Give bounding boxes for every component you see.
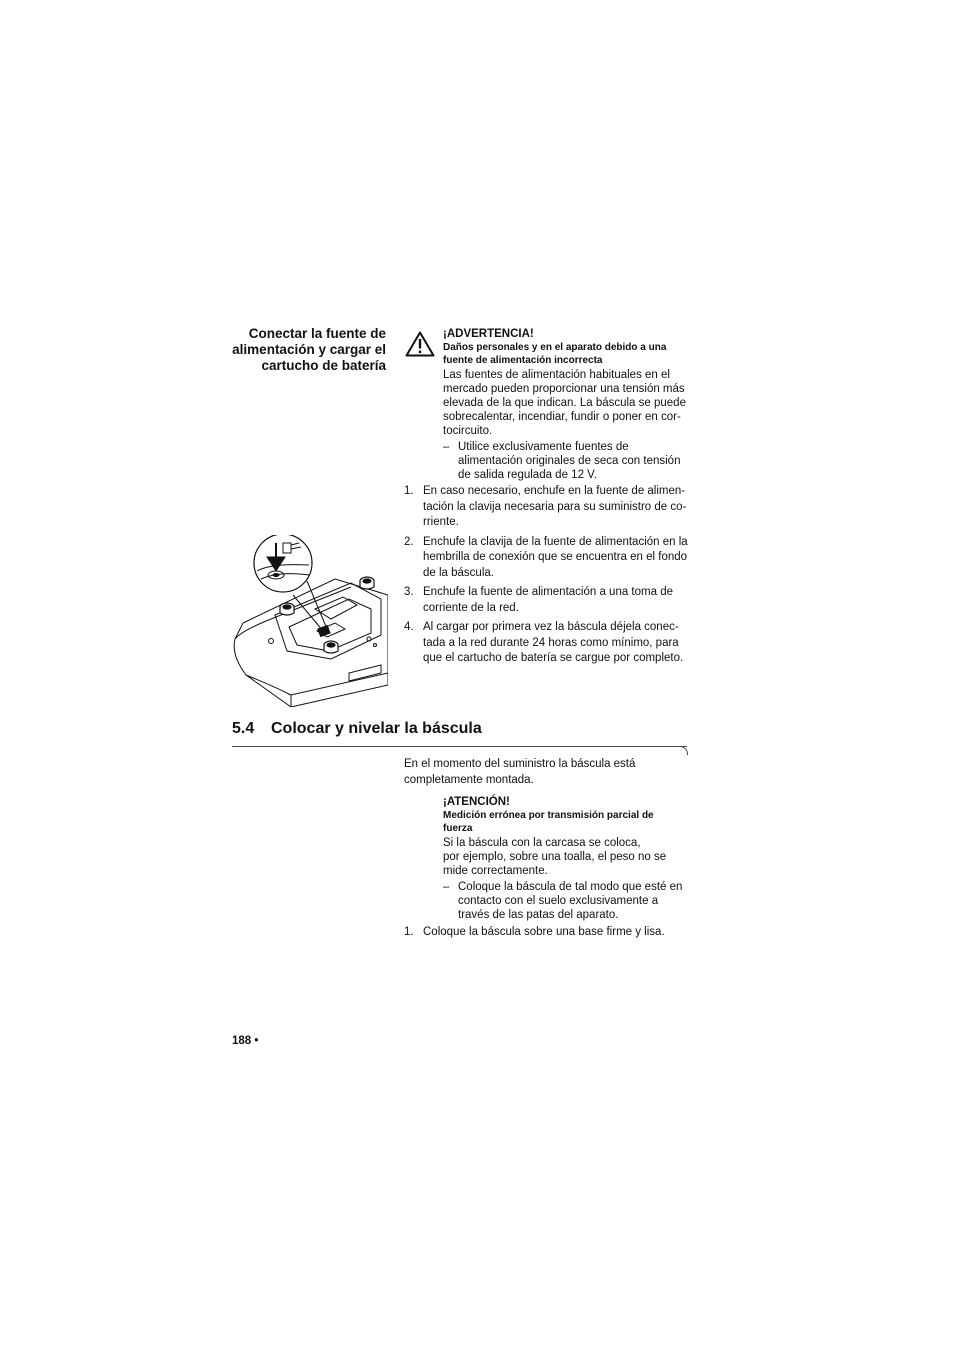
measure-line: Coloque la báscula de tal modo que esté en bbox=[458, 881, 683, 893]
step-number: 4. bbox=[404, 621, 414, 633]
list-item bbox=[404, 535, 694, 582]
body-line: Si la báscula con la carcasa se coloca, bbox=[443, 837, 641, 849]
foot bbox=[280, 603, 294, 615]
section-title: Colocar y nivelar la báscula bbox=[271, 720, 482, 737]
caution-hazard bbox=[443, 810, 695, 835]
step-line: tada a la red durante 24 horas como mínimo, para bbox=[423, 636, 679, 649]
step-line: Enchufe la clavija de la fuente de alimentación en la bbox=[423, 535, 688, 548]
step-line: rriente. bbox=[423, 516, 459, 528]
measure-line: Utilice exclusivamente fuentes de bbox=[458, 441, 629, 453]
steps-list-a bbox=[404, 484, 694, 671]
body-line: tocircuito. bbox=[443, 425, 493, 437]
side-heading bbox=[200, 326, 386, 374]
list-item bbox=[404, 585, 694, 616]
step-line: Al cargar por primera vez la báscula déjela conec- bbox=[423, 621, 679, 633]
warning-block bbox=[443, 327, 695, 482]
caution-block bbox=[443, 795, 695, 922]
page-number: 188 • bbox=[232, 1035, 259, 1047]
intro-line: completamente montada. bbox=[404, 773, 534, 786]
list-item bbox=[404, 925, 694, 941]
dash-marker: – bbox=[443, 441, 450, 453]
hazard-line: Daños personales y en el aparato debido a una bbox=[443, 342, 667, 353]
step-line: En caso necesario, enchufe en la fuente de alimen- bbox=[423, 485, 686, 497]
intro-line: En el momento del suministro la báscula está bbox=[404, 758, 636, 770]
body-line: elevada de la que indican. La báscula se puede bbox=[443, 397, 686, 409]
hazard-line: fuente de alimentación incorrecta bbox=[443, 354, 603, 366]
measure-line: contacto con el suelo exclusivamente a bbox=[458, 895, 659, 907]
list-item bbox=[404, 620, 694, 667]
list-item bbox=[404, 484, 694, 531]
step-line: de la báscula. bbox=[423, 566, 494, 579]
side-heading-line: cartucho de batería bbox=[261, 358, 386, 373]
step-number: 3. bbox=[404, 586, 414, 598]
hazard-line: Medición errónea por transmisión parcial de bbox=[443, 810, 654, 821]
warning-signal-word: ¡ADVERTENCIA! bbox=[443, 328, 534, 340]
step-line: Enchufe la fuente de alimentación a una toma de bbox=[423, 586, 673, 598]
scale-underside-illustration bbox=[231, 535, 388, 707]
step-line: corriente de la red. bbox=[423, 601, 519, 614]
step-line: tación la clavija necesaria para su suministro de co- bbox=[423, 500, 687, 513]
heading-rule-tip bbox=[678, 746, 688, 755]
step-line: hembrilla de conexión que se encuentra en el fondo bbox=[423, 551, 688, 563]
heading-rule bbox=[232, 746, 687, 747]
body-line: mide correctamente. bbox=[443, 865, 548, 877]
body-line: por ejemplo, sobre una toalla, el peso no se bbox=[443, 851, 667, 863]
section-number: 5.4 bbox=[232, 720, 255, 737]
hazard-line: fuerza bbox=[443, 822, 473, 834]
section-heading bbox=[232, 720, 482, 738]
intro-paragraph bbox=[404, 757, 694, 788]
step-number: 1. bbox=[404, 485, 414, 497]
body-line: sobrecalentar, incendiar, fundir o poner en cor- bbox=[443, 411, 681, 423]
foot bbox=[360, 577, 374, 589]
step-number: 2. bbox=[404, 535, 414, 548]
caution-signal-word: ¡ATENCIÓN! bbox=[443, 796, 510, 808]
step-line: que el cartucho de batería se cargue por completo. bbox=[423, 652, 684, 664]
measure-line: través de las patas del aparato. bbox=[458, 909, 619, 921]
caution-body bbox=[443, 836, 695, 878]
body-line: Las fuentes de alimentación habituales en el bbox=[443, 369, 670, 381]
warning-measure bbox=[443, 440, 695, 482]
warning-triangle-icon bbox=[405, 331, 435, 357]
step-number: 1. bbox=[404, 926, 414, 938]
dash-marker: – bbox=[443, 881, 450, 893]
caution-measure bbox=[443, 880, 695, 922]
side-heading-line: alimentación y cargar el bbox=[232, 342, 386, 357]
side-heading-line: Conectar la fuente de bbox=[248, 326, 386, 341]
warning-hazard bbox=[443, 342, 695, 367]
measure-line: de salida regulada de 12 V. bbox=[458, 469, 597, 481]
measure-line: alimentación originales de seca con tensión bbox=[458, 455, 681, 467]
warning-body bbox=[443, 368, 695, 438]
steps-list-b bbox=[404, 925, 694, 945]
foot bbox=[324, 641, 338, 653]
step-line: Coloque la báscula sobre una base firme y lisa. bbox=[423, 926, 665, 938]
body-line: mercado pueden proporcionar una tensión más bbox=[443, 383, 685, 395]
